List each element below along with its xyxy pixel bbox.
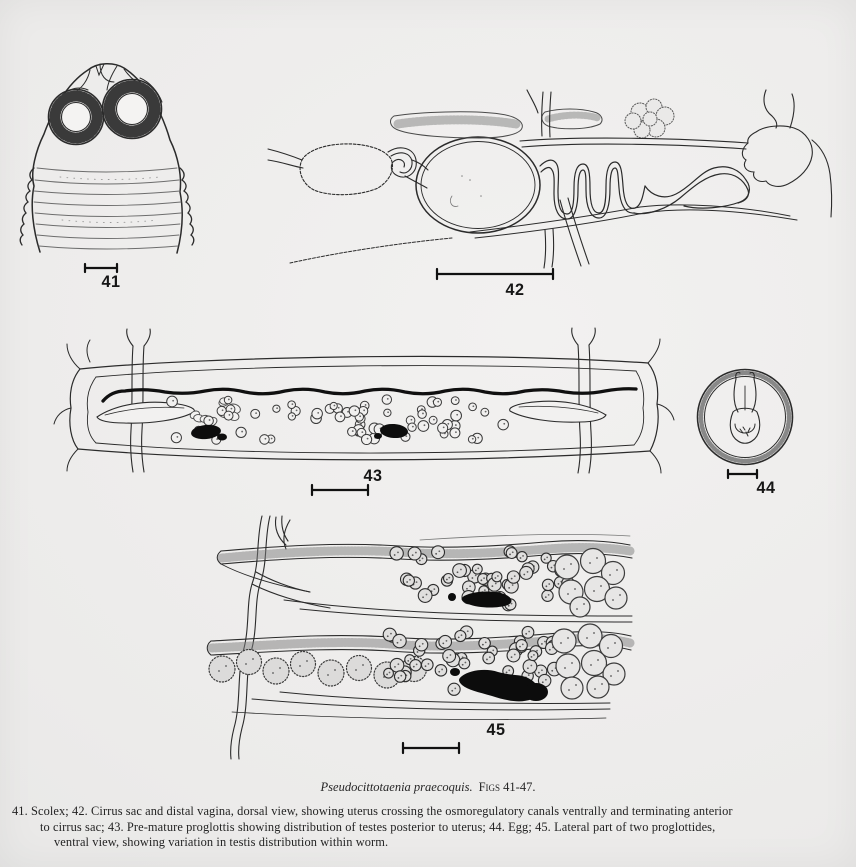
caption-line-1: 41. Scolex; 42. Cirrus sac and distal vagina, dorsal view, showing uterus crossing the osmoregulatory canals ventrally and terminating anterior [12,804,733,818]
testis-circle [384,668,394,678]
testis-circle [382,395,391,404]
testis-circle [450,428,460,438]
genital-atrium [742,90,831,217]
egg-circle [587,676,609,698]
testis-circle [429,416,437,424]
testis-circle [443,650,456,663]
testis-circle [204,416,214,426]
testis-circle [393,634,406,647]
testis-circle [348,427,357,436]
left-ducts [268,149,303,168]
testis-circle [481,408,489,416]
testis-circle [453,564,467,578]
testis-circle [435,665,446,676]
wrinkle-scallops [20,168,194,245]
testis-circle [335,412,345,422]
testis-circle [403,575,414,586]
upper-egg-circles [555,549,627,618]
testis-circle [448,683,460,695]
testis-circle [498,419,509,430]
testis-circle [492,572,502,582]
plate-caption [0,780,856,851]
testis-circle [468,436,475,443]
fig45-label: 45 [486,720,506,739]
testis-circle [432,546,445,559]
uterine-mass [625,99,674,138]
testis-circle [469,403,477,411]
testis-circle [349,406,359,416]
caption-heading [0,780,856,794]
egg-circle [347,656,372,681]
testis-circle [451,397,459,405]
neck-wrinkles [34,168,181,249]
testis-circle [394,671,405,682]
fig45-scale-bar [403,743,459,753]
sucker-left [49,90,104,145]
fig41-scolex-drawing [20,64,194,272]
testis-circle [236,427,246,437]
testis-circle [433,398,441,406]
caption-line-3: ventral view, showing variation in testis distribution within worm. [54,835,389,850]
testis-circle [542,579,553,590]
uterus-dark-line [103,389,636,401]
lateral-canals-left [127,329,151,472]
testis-circle [288,401,296,409]
top-duct [520,138,748,149]
testis-circle [224,396,232,404]
fig45-proglottides-drawing [207,516,632,759]
testis-circle [507,571,519,583]
testis-circle [479,637,490,648]
egg-circle [263,658,289,684]
testis-circle [522,626,534,638]
testis-circle [455,630,466,641]
egg-circle [291,652,316,677]
sucker-right [103,80,162,139]
testis-circle [507,649,520,662]
testis-circle [410,660,421,671]
testis-circle [451,410,462,421]
egg-circle [555,555,579,579]
testis-circle [288,413,295,420]
egg-circle [578,624,602,648]
testis-circle [517,552,527,562]
lateral-canals-right [572,328,596,473]
uterus-band [391,109,602,138]
egg-circle [556,654,580,678]
testis-circle [408,423,416,431]
testis-circle [251,409,260,418]
testis-circle [483,652,495,664]
species-name: Pseudocittotaenia praecoquis. [320,780,473,794]
testis-circle [542,590,553,601]
sinuous-vagina [540,160,749,219]
fig44-scale-bar [728,470,757,478]
testis-circle [438,423,448,433]
ovary-horn-left [97,402,194,423]
testis-circle [472,564,482,574]
testis-circle [171,433,181,443]
testis-circle [418,421,429,432]
oncosphere [735,424,755,436]
testis-circle [523,660,537,674]
lower-egg-circles [552,624,625,699]
testis-circle [260,435,270,445]
cirrus-sac-oval [416,137,540,233]
testis-circle [361,434,371,444]
lower-margins [290,205,797,263]
testis-circle [506,548,517,559]
caption-line-2: to cirrus sac; 43. Pre-mature proglottis showing distribution of testes posterior to uterus; 44. Egg; 45. Lateral part of two proglottides, [40,819,716,834]
bottom-margin-lines [232,692,610,720]
testis-circle [516,640,527,651]
fig41-scale-bar [85,264,117,272]
egg-circle [237,650,262,675]
egg-circle [561,677,583,699]
testis-circle [312,408,323,419]
fig42-scale-bar [437,269,553,279]
testis-circle [418,410,426,418]
fig44-egg-drawing [698,370,793,479]
testis-circle [439,635,452,648]
upper-dark-blob [448,592,511,608]
fig41-label: 41 [101,272,121,291]
testis-circle [418,589,432,603]
testis-circle [528,651,538,661]
testis-circle [273,405,280,412]
egg-circle [605,587,627,609]
egg-circle [318,660,344,686]
testis-circle [421,659,433,671]
seminal-pouch [300,144,392,195]
fig42-label: 42 [505,280,525,299]
coiled-duct [388,148,428,188]
testis-circle [384,409,391,416]
fig42-cirrus-sac-drawing [268,90,832,279]
testis-circle [408,547,421,560]
testis-circle [444,574,454,584]
testis-circle [459,658,470,669]
egg-outer-shell [698,370,793,465]
fig43-label: 43 [363,466,383,485]
egg-circle [570,597,590,617]
fig43-scale-bar [312,485,368,495]
testis-circle [167,396,178,407]
ovary-horn-right [510,401,606,422]
fig44-label: 44 [756,478,776,497]
testis-circle [415,639,427,651]
figs-range: Figs 41-47. [478,780,536,794]
testis-circle [520,566,533,579]
testis-circle [330,402,337,409]
egg-circle [209,656,235,682]
testis-circle [390,547,403,560]
egg-circle [552,629,576,653]
testis-circle [224,411,233,420]
